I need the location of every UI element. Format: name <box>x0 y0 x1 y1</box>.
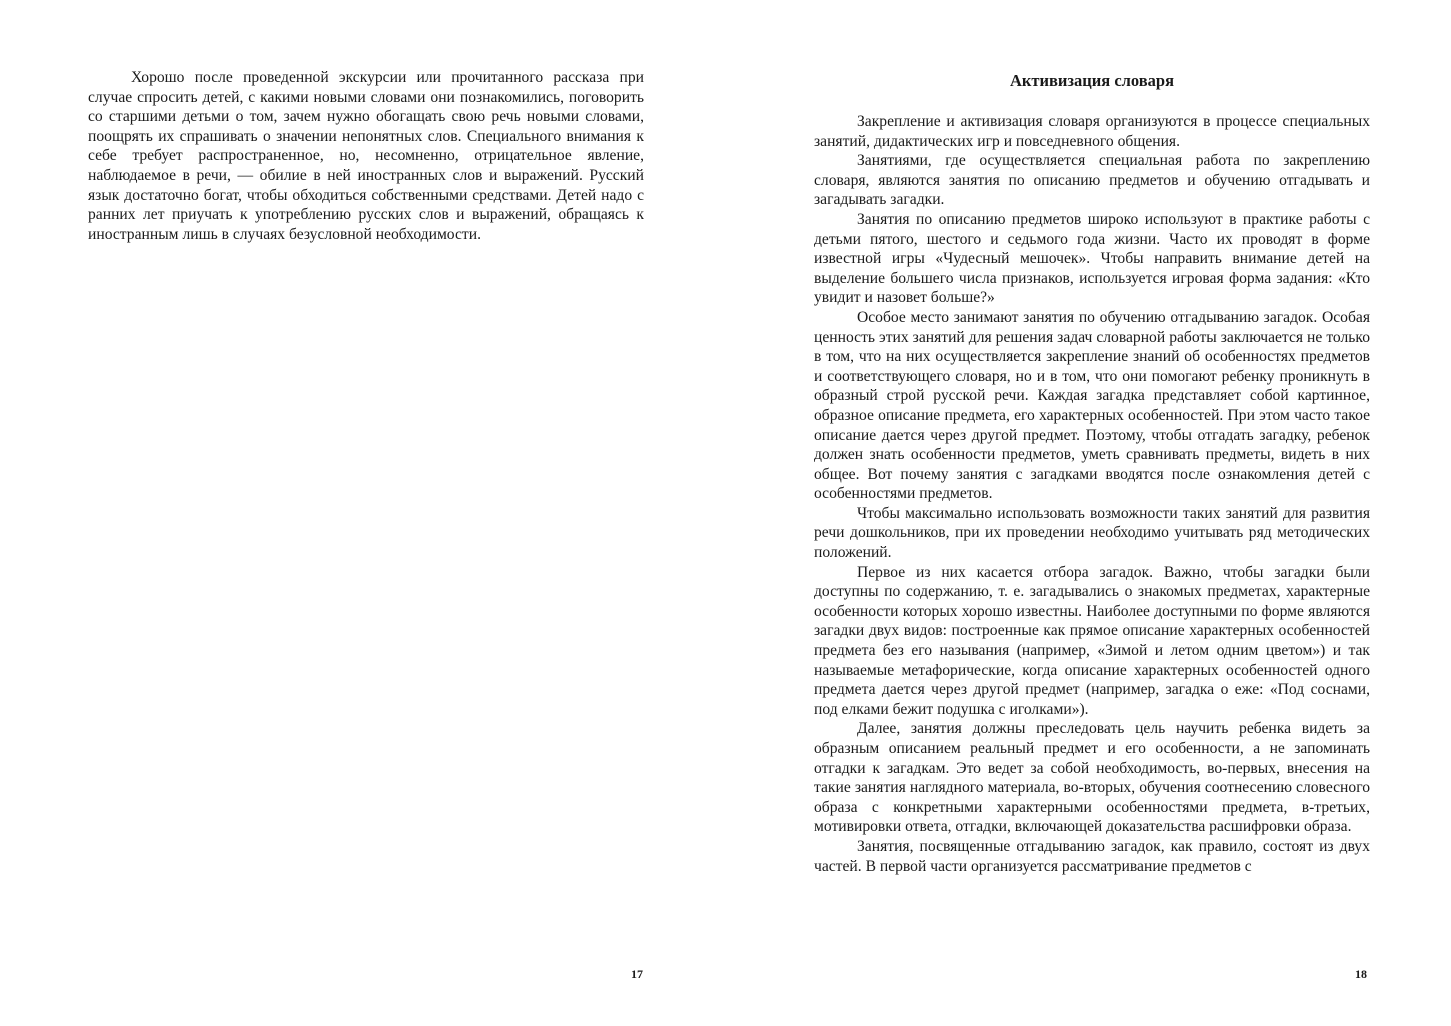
paragraph: Хорошо после проведенной экскурсии или прочитанного рассказа при случае спросить детей, с какими новыми словами они познакомились, поговорить со старшими детьми о том, зачем нужно обогащать свою речь новыми словами, поощрять их спрашивать о значении непонятных слов. Специального внимания к себе требует распространенное, но, несомненно, отрицательное явление, наблюдаемое в речи, — обилие в ней иностранных слов и выражений. Русский язык достаточно богат, чтобы обходиться собственными средствами. Детей надо с ранних лет приучать к употреблению русских слов и выражений, обращаясь к иностранным лишь в случаях безусловной необходимости. <box>88 69 644 243</box>
paragraph: Закрепление и активизация словаря организуются в процессе специальных занятий, дидактических игр и повседневного общения. <box>814 113 1370 150</box>
paragraph: Особое место занимают занятия по обучению отгадыванию загадок. Особая ценность этих занятий для решения задач словарной работы заключается не только в том, что на них осуществляется закрепление знаний об особенностях предметов и соответствующего словаря, но и в том, что они помогают ребенку проникнуть в образный строй русской речи. Каждая загадка представляет собой картинное, образное описание предмета, его характерных особенностей. При этом часто такое описание дается через другой предмет. Поэтому, чтобы отгадать загадку, ребенок должен знать особенности предметов, уметь сравнивать предметы, видеть в них общее. Вот почему занятия с загадками вводятся после ознакомления детей с особенностями предметов. <box>814 308 1370 503</box>
paragraph: Занятия по описанию предметов широко используют в практике работы с детьми пятого, шестого и седьмого года жизни. Часто их проводят в форме известной игры «Чудесный мешочек». Чтобы направить внимание детей на выделение большего числа признаков, используется игровая форма задания: «Кто увидит и назовет больше?» <box>814 210 1370 307</box>
paragraph: Чтобы максимально использовать возможности таких занятий для развития речи дошкольников, при их проведении необходимо учитывать ряд методических положений. <box>814 504 1370 562</box>
paragraph: Занятиями, где осуществляется специальная работа по закреплению словаря, являются занятия по описанию предметов и обучению отгадывать и загадывать загадки. <box>814 152 1370 209</box>
page-number: 18 <box>1355 967 1367 981</box>
section-title: Активизация словаря <box>1009 71 1175 90</box>
paragraph: Первое из них касается отбора загадок. Важно, чтобы загадки были доступны по содержанию, т. е. загадывались о знакомых предметах, характерные особенности которых хорошо известны. Наиболее доступными по форме являются загадки двух видов: построенные как прямое описание характерных особенностей предмета без его называния (например, «Зимой и летом одним цветом») и так называемые метафорические, когда описание характерных особенностей одного предмета дается через другой предмет (например, загадка о еже: «Под соснами, под елками бежит подушка с иголками»). <box>814 563 1370 718</box>
right-page <box>725 0 1451 1026</box>
paragraph: Занятия, посвященные отгадыванию загадок, как правило, состоят из двух частей. В первой части организуется рассматривание предметов с <box>814 837 1370 875</box>
right-page-body <box>814 112 1370 876</box>
left-page <box>0 0 725 1026</box>
left-page-body <box>88 68 644 244</box>
paragraph: Далее, занятия должны преследовать цель научить ребенка видеть за образным описанием реальный предмет и его особенности, а не запоминать отгадки к загадкам. Это ведет за собой необходимость, во-первых, внесения на такие занятия наглядного материала, во-вторых, обучения соотнесению словесного образа с конкретными характерными особенностями предмета, в-третьих, мотивировки ответа, отгадки, включающей доказательства расшифровки образа. <box>814 720 1370 836</box>
page-number: 17 <box>631 967 643 981</box>
